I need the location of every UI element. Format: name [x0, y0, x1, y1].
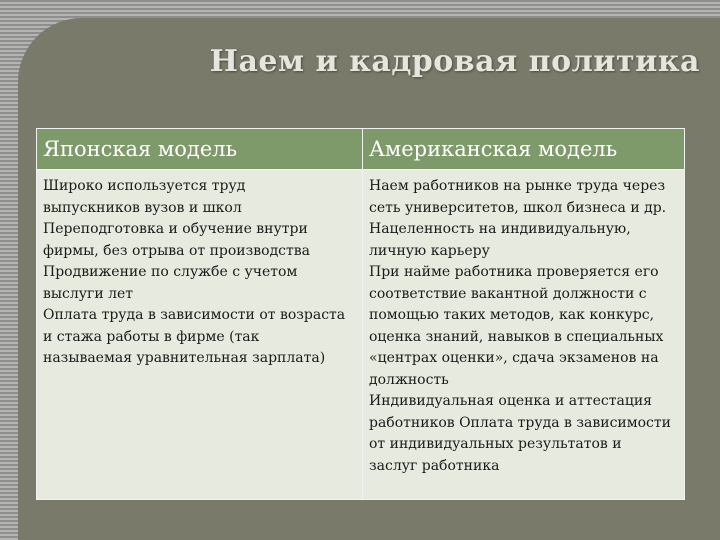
slide-title: Наем и кадровая политика: [209, 44, 700, 79]
american-line: работников Оплата труда в зависимости: [369, 414, 671, 431]
american-line: При найме работника проверяется его: [369, 264, 659, 280]
comparison-table: [36, 128, 685, 500]
japanese-line: Широко используется труд: [43, 178, 246, 194]
american-line: Индивидуальная оценка и аттестация: [369, 393, 652, 409]
header-american-model: Американская модель: [363, 129, 685, 170]
american-line: «центрах оценки», сдача экзаменов на: [369, 350, 659, 366]
japanese-line: фирмы, без отрыва от производства: [43, 242, 310, 259]
american-line: Наем работников на рынке труда через: [369, 178, 666, 194]
american-line: соответствие вакантной должности с: [369, 285, 647, 302]
japanese-model-cell: [37, 170, 363, 500]
japanese-line: Переподготовка и обучение внутри: [43, 221, 308, 237]
american-line: Нацеленность на индивидуальную,: [369, 221, 631, 237]
japanese-line: и стажа работы в фирме (так: [43, 328, 260, 345]
header-japanese-model: Японская модель: [37, 129, 363, 170]
japanese-line: называемая уравнительная зарплата): [43, 350, 326, 366]
american-line: помощью таких методов, как конкурс,: [369, 307, 655, 323]
content-row: [37, 170, 685, 500]
american-line: оценка знаний, навыков в специальных: [369, 328, 664, 345]
american-line: сеть университетов, школ бизнеса и др.: [369, 199, 667, 216]
american-line: должность: [369, 371, 449, 388]
japanese-line: выпускников вузов и школ: [43, 199, 242, 216]
american-model-cell: [363, 170, 685, 500]
japanese-line: Продвижение по службе с учетом: [43, 264, 298, 280]
header-row: [37, 129, 685, 170]
japanese-line: выслуги лет: [43, 285, 134, 302]
american-line: личную карьеру: [369, 242, 490, 259]
japanese-line: Оплата труда в зависимости от возраста: [43, 307, 346, 323]
american-line: заслуг работника: [369, 457, 500, 474]
american-line: от индивидуальных результатов и: [369, 436, 622, 452]
